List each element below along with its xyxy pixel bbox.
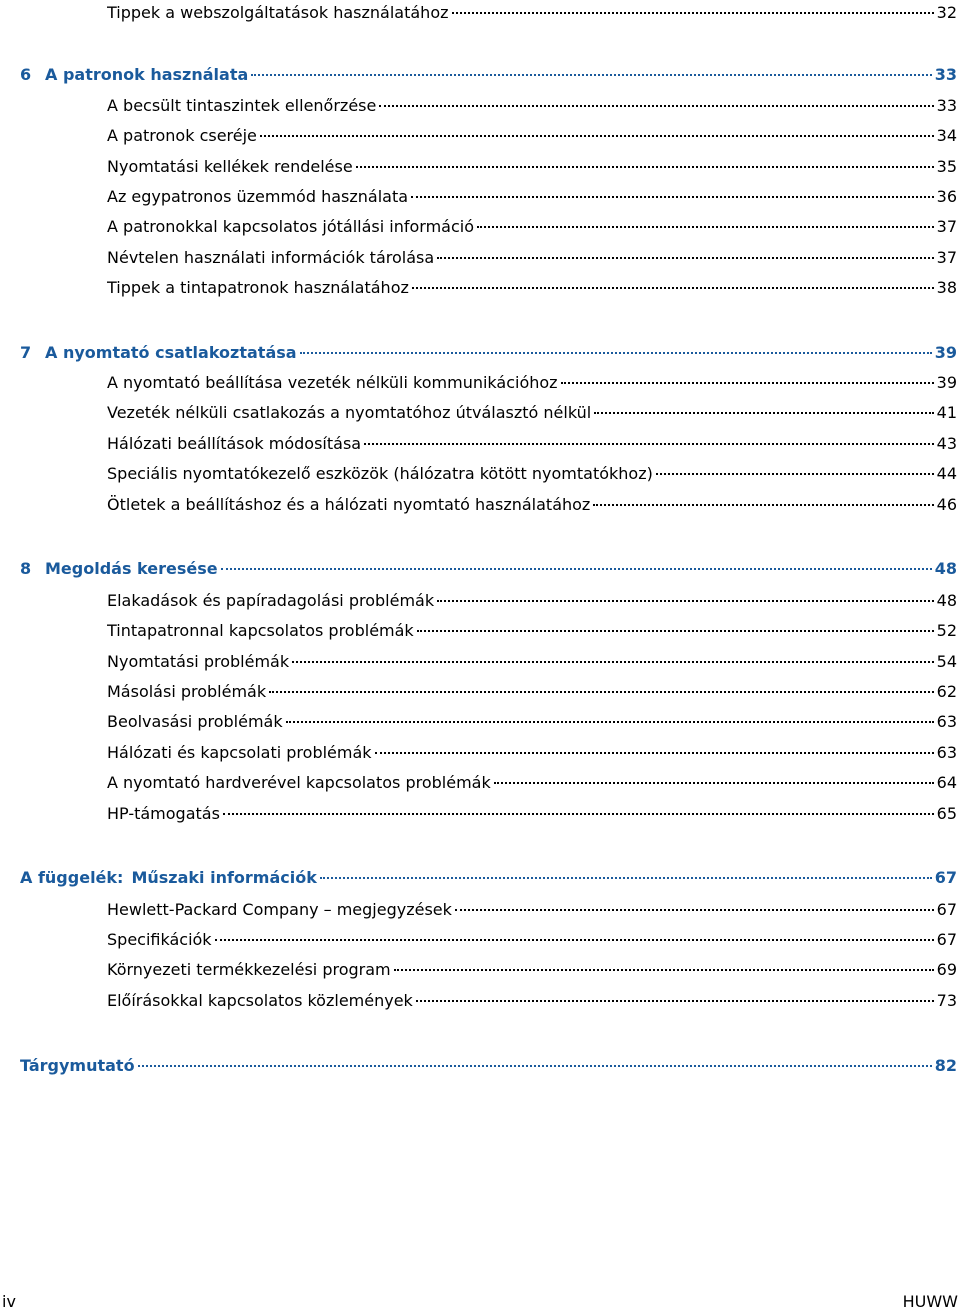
chapter-number: A függelék: xyxy=(20,868,124,887)
dot-leader xyxy=(379,105,933,107)
dot-leader xyxy=(364,443,934,445)
page-ref: 41 xyxy=(936,403,957,422)
dot-leader xyxy=(455,909,934,911)
dot-leader xyxy=(561,382,934,384)
page-ref: 32 xyxy=(936,3,957,22)
entry-title: Specifikációk xyxy=(107,930,212,949)
page-ref: 34 xyxy=(936,126,957,145)
dot-leader xyxy=(138,1065,932,1067)
toc-entry-row[interactable] xyxy=(107,433,957,455)
entry-title: Speciális nyomtatókezelő eszközök (hálózatra kötött nyomtatókhoz) xyxy=(107,464,653,483)
toc-chapter-row[interactable] xyxy=(20,558,957,580)
dot-leader xyxy=(320,877,932,879)
toc-entry-row[interactable] xyxy=(107,156,957,178)
dot-leader xyxy=(417,630,934,632)
page-ref: 48 xyxy=(936,591,957,610)
dot-leader xyxy=(375,752,934,754)
toc-entry-row[interactable] xyxy=(107,590,957,612)
entry-title: A patronokkal kapcsolatos jótállási információ xyxy=(107,217,474,236)
dot-leader xyxy=(416,1000,934,1002)
entry-title: Tintapatronnal kapcsolatos problémák xyxy=(107,621,414,640)
entry-title: Nyomtatási kellékek rendelése xyxy=(107,157,353,176)
page-ref: 64 xyxy=(936,773,957,792)
dot-leader xyxy=(251,74,931,76)
toc-entry-row[interactable] xyxy=(107,959,957,981)
page-ref: 63 xyxy=(936,712,957,731)
toc-entry-row[interactable] xyxy=(107,620,957,642)
dot-leader xyxy=(437,600,934,602)
toc-entry-row[interactable] xyxy=(107,277,957,299)
toc-entry-row[interactable] xyxy=(107,803,957,825)
entry-title: Környezeti termékkezelési program xyxy=(107,960,391,979)
toc-entry-row[interactable] xyxy=(107,2,957,24)
chapter-title: A patronok használata xyxy=(45,65,249,84)
dot-leader xyxy=(593,504,933,506)
entry-title: A becsült tintaszintek ellenőrzése xyxy=(107,96,377,115)
toc-entry-row[interactable] xyxy=(107,125,957,147)
entry-title: Nyomtatási problémák xyxy=(107,652,290,671)
chapter-number: 7 xyxy=(20,343,32,362)
entry-title: Elakadások és papíradagolási problémák xyxy=(107,591,435,610)
toc-entry-row[interactable] xyxy=(107,651,957,673)
toc-entry-row[interactable] xyxy=(107,711,957,733)
page-number: iv xyxy=(2,1292,16,1311)
chapter-number: 6 xyxy=(20,65,32,84)
dot-leader xyxy=(394,969,934,971)
entry-title: Hewlett-Packard Company – megjegyzések xyxy=(107,900,452,919)
page-ref: 39 xyxy=(934,343,957,362)
page-ref: 65 xyxy=(936,804,957,823)
toc-entry-row[interactable] xyxy=(107,742,957,764)
toc-entry-row[interactable] xyxy=(107,463,957,485)
page-ref: 69 xyxy=(936,960,957,979)
dot-leader xyxy=(215,939,934,941)
entry-title: Beolvasási problémák xyxy=(107,712,283,731)
entry-title: Tippek a tintapatronok használatához xyxy=(107,278,409,297)
page-ref: 35 xyxy=(936,157,957,176)
entry-title: Másolási problémák xyxy=(107,682,267,701)
toc-entry-row[interactable] xyxy=(107,186,957,208)
page-ref: 39 xyxy=(936,373,957,392)
page-ref: 33 xyxy=(934,65,957,84)
dot-leader xyxy=(412,287,934,289)
chapter-title: A nyomtató csatlakoztatása xyxy=(45,343,297,362)
dot-leader xyxy=(656,473,934,475)
toc-entry-row[interactable] xyxy=(107,247,957,269)
chapter-title: Megoldás keresése xyxy=(45,559,218,578)
page-ref: 33 xyxy=(936,96,957,115)
page-ref: 37 xyxy=(936,217,957,236)
entry-title: Tippek a webszolgáltatások használatához xyxy=(107,3,449,22)
chapter-number: 8 xyxy=(20,559,32,578)
entry-title: Névtelen használati információk tárolása xyxy=(107,248,435,267)
dot-leader xyxy=(221,568,932,570)
page-ref: 67 xyxy=(936,900,957,919)
page-ref: 82 xyxy=(934,1056,957,1075)
entry-title: Hálózati beállítások módosítása xyxy=(107,434,362,453)
page-ref: 54 xyxy=(936,652,957,671)
toc-entry-row[interactable] xyxy=(107,95,957,117)
page-ref: 36 xyxy=(936,187,957,206)
dot-leader xyxy=(356,166,934,168)
entry-title: Előírásokkal kapcsolatos közlemények xyxy=(107,991,413,1010)
entry-title: Ötletek a beállításhoz és a hálózati nyomtató használatához xyxy=(107,495,591,514)
page-ref: 46 xyxy=(936,495,957,514)
toc-entry-row[interactable] xyxy=(107,899,957,921)
toc-chapter-row[interactable] xyxy=(20,1055,957,1077)
page-ref: 62 xyxy=(936,682,957,701)
dot-leader xyxy=(260,135,934,137)
entry-title: A nyomtató beállítása vezeték nélküli kommunikációhoz xyxy=(107,373,558,392)
page-ref: 43 xyxy=(936,434,957,453)
dot-leader xyxy=(477,226,934,228)
dot-leader xyxy=(286,721,934,723)
entry-title: A nyomtató hardverével kapcsolatos problémák xyxy=(107,773,491,792)
dot-leader xyxy=(437,257,933,259)
page-ref: 48 xyxy=(934,559,957,578)
toc-chapter-row[interactable] xyxy=(20,867,957,889)
document-code: HUWW xyxy=(902,1292,958,1311)
entry-title: A patronok cseréje xyxy=(107,126,257,145)
dot-leader xyxy=(300,352,932,354)
toc-chapter-row[interactable] xyxy=(20,342,957,364)
page-ref: 44 xyxy=(936,464,957,483)
entry-title: Az egypatronos üzemmód használata xyxy=(107,187,409,206)
toc-chapter-row[interactable] xyxy=(20,64,957,86)
page-ref: 63 xyxy=(936,743,957,762)
toc-entry-row[interactable] xyxy=(107,772,957,794)
dot-leader xyxy=(269,691,934,693)
toc-entry-row[interactable] xyxy=(107,929,957,951)
dot-leader xyxy=(494,782,934,784)
toc-entry-row[interactable] xyxy=(107,681,957,703)
dot-leader xyxy=(452,12,934,14)
page-ref: 67 xyxy=(934,868,957,887)
chapter-title: Tárgymutató xyxy=(20,1056,135,1075)
toc-entry-row[interactable] xyxy=(107,402,957,424)
toc-entry-row[interactable] xyxy=(107,990,957,1012)
entry-title: Hálózati és kapcsolati problémák xyxy=(107,743,372,762)
page-ref: 37 xyxy=(936,248,957,267)
page-ref: 52 xyxy=(936,621,957,640)
page-ref: 67 xyxy=(936,930,957,949)
chapter-title: Műszaki információk xyxy=(131,868,317,887)
toc-entry-row[interactable] xyxy=(107,494,957,516)
dot-leader xyxy=(292,661,934,663)
page-ref: 38 xyxy=(936,278,957,297)
entry-title: HP-támogatás xyxy=(107,804,220,823)
dot-leader xyxy=(223,813,934,815)
entry-title: Vezeték nélküli csatlakozás a nyomtatóhoz útválasztó nélkül xyxy=(107,403,592,422)
dot-leader xyxy=(594,412,933,414)
page-ref: 73 xyxy=(936,991,957,1010)
toc-entry-row[interactable] xyxy=(107,216,957,238)
dot-leader xyxy=(411,196,934,198)
toc-entry-row[interactable] xyxy=(107,372,957,394)
